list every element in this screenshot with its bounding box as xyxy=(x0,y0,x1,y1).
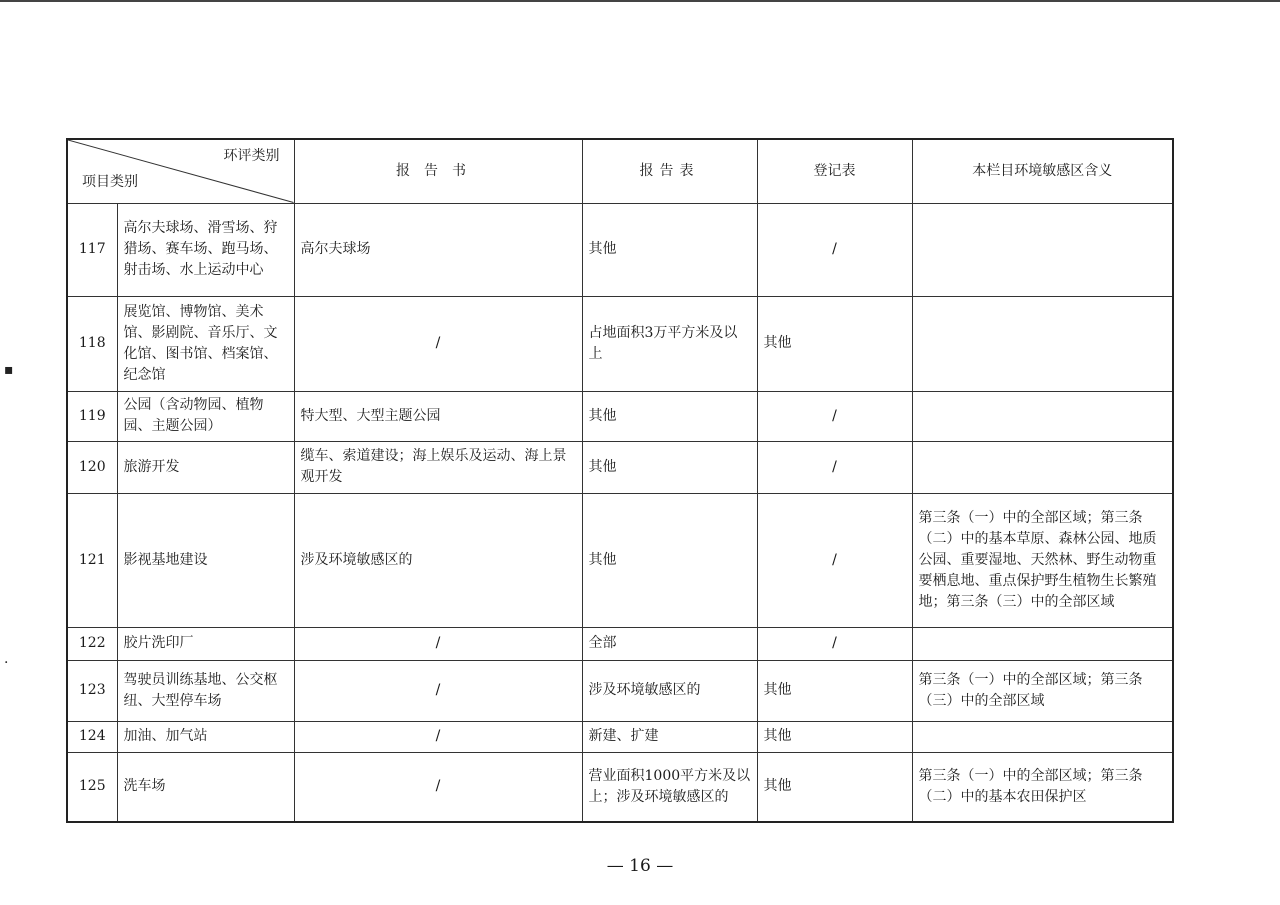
project-name: 旅游开发 xyxy=(117,441,294,493)
margin-mark: ▪ xyxy=(4,362,14,378)
report-cell: / xyxy=(294,721,582,752)
sensitive-cell: 第三条（一）中的全部区域；第三条（二）中的基本农田保护区 xyxy=(912,752,1173,822)
register-cell: 其他 xyxy=(757,296,912,391)
diagonal-header-cell xyxy=(67,139,294,203)
sensitive-cell xyxy=(912,296,1173,391)
top-border-line xyxy=(0,0,1280,2)
register-cell: 其他 xyxy=(757,721,912,752)
col-header-register: 登记表 xyxy=(757,139,912,203)
row-number: 124 xyxy=(67,721,117,752)
sensitive-cell xyxy=(912,203,1173,296)
table-row xyxy=(67,296,1173,391)
table-row xyxy=(67,752,1173,822)
row-number: 121 xyxy=(67,493,117,627)
register-cell: / xyxy=(757,441,912,493)
report-cell: 高尔夫球场 xyxy=(294,203,582,296)
col-header-report: 报告书 xyxy=(294,139,582,203)
table-row xyxy=(67,660,1173,721)
table-row xyxy=(67,391,1173,441)
row-number: 120 xyxy=(67,441,117,493)
sensitive-cell xyxy=(912,721,1173,752)
table-header-row xyxy=(67,139,1173,203)
col-header-form: 报告表 xyxy=(582,139,757,203)
sensitive-cell: 第三条（一）中的全部区域；第三条（二）中的基本草原、森林公园、地质公园、重要湿地、天然林、野生动物重要栖息地、重点保护野生植物生长繁殖地；第三条（三）中的全部区域 xyxy=(912,493,1173,627)
sensitive-cell xyxy=(912,627,1173,660)
col-header-sensitive: 本栏目环境敏感区含义 xyxy=(912,139,1173,203)
project-name: 高尔夫球场、滑雪场、狩猎场、赛车场、跑马场、射击场、水上运动中心 xyxy=(117,203,294,296)
table-row xyxy=(67,203,1173,296)
row-number: 125 xyxy=(67,752,117,822)
register-cell: / xyxy=(757,391,912,441)
form-cell: 其他 xyxy=(582,391,757,441)
project-name: 胶片洗印厂 xyxy=(117,627,294,660)
row-number: 119 xyxy=(67,391,117,441)
margin-mark: · xyxy=(4,655,9,671)
form-cell: 全部 xyxy=(582,627,757,660)
row-number: 118 xyxy=(67,296,117,391)
table-row xyxy=(67,441,1173,493)
project-name: 洗车场 xyxy=(117,752,294,822)
register-cell: / xyxy=(757,493,912,627)
form-cell: 其他 xyxy=(582,441,757,493)
form-cell: 其他 xyxy=(582,203,757,296)
report-cell: / xyxy=(294,660,582,721)
project-name: 加油、加气站 xyxy=(117,721,294,752)
row-number: 123 xyxy=(67,660,117,721)
page-number: — 16 — xyxy=(606,856,674,876)
table-row xyxy=(67,627,1173,660)
project-name: 驾驶员训练基地、公交枢纽、大型停车场 xyxy=(117,660,294,721)
sensitive-cell xyxy=(912,391,1173,441)
report-cell: 涉及环境敏感区的 xyxy=(294,493,582,627)
report-cell: 特大型、大型主题公园 xyxy=(294,391,582,441)
classification-table xyxy=(66,138,1174,823)
row-number: 117 xyxy=(67,203,117,296)
register-cell: 其他 xyxy=(757,752,912,822)
report-cell: / xyxy=(294,627,582,660)
register-cell: / xyxy=(757,627,912,660)
sensitive-cell xyxy=(912,441,1173,493)
register-cell: 其他 xyxy=(757,660,912,721)
report-cell: 缆车、索道建设；海上娱乐及运动、海上景观开发 xyxy=(294,441,582,493)
form-cell: 占地面积3万平方米及以上 xyxy=(582,296,757,391)
project-name: 影视基地建设 xyxy=(117,493,294,627)
sensitive-cell: 第三条（一）中的全部区域；第三条（三）中的全部区域 xyxy=(912,660,1173,721)
form-cell: 其他 xyxy=(582,493,757,627)
report-cell: / xyxy=(294,752,582,822)
row-number: 122 xyxy=(67,627,117,660)
register-cell: / xyxy=(757,203,912,296)
table-row xyxy=(67,493,1173,627)
form-cell: 新建、扩建 xyxy=(582,721,757,752)
report-cell: / xyxy=(294,296,582,391)
form-cell: 涉及环境敏感区的 xyxy=(582,660,757,721)
env-category-label: 环评类别 xyxy=(223,148,280,164)
project-category-label: 项目类别 xyxy=(82,173,138,190)
form-cell: 营业面积1000平方米及以上；涉及环境敏感区的 xyxy=(582,752,757,822)
table-row xyxy=(67,721,1173,752)
project-name: 公园（含动物园、植物园、主题公园） xyxy=(117,391,294,441)
project-name: 展览馆、博物馆、美术馆、影剧院、音乐厅、文化馆、图书馆、档案馆、纪念馆 xyxy=(117,296,294,391)
